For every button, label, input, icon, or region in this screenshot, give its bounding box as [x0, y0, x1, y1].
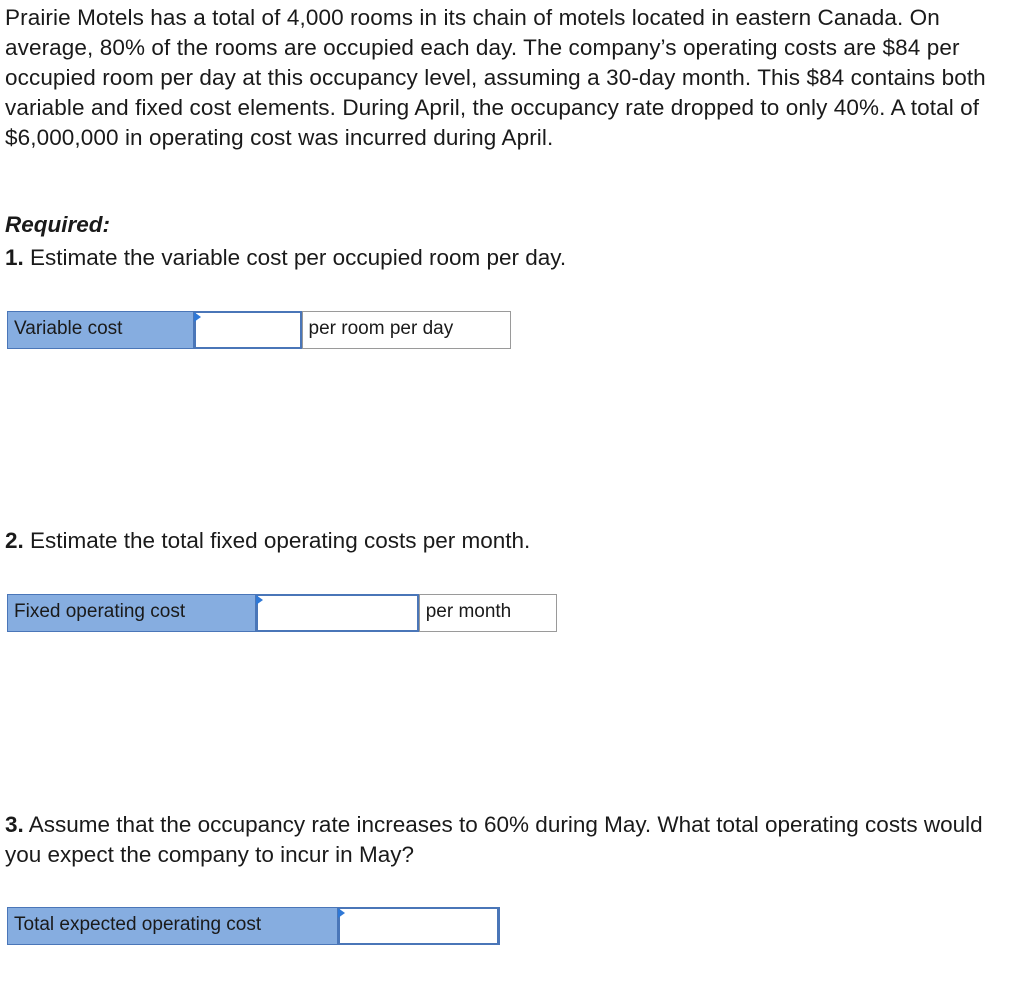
- answer-row-fixed-cost: [7, 594, 557, 632]
- problem-statement: Prairie Motels has a total of 4,000 rooms in its chain of motels located in eastern Canada. On average, 80% of the rooms are occupied each day. The company’s operating costs are $84 per occupied room per day at this occupancy level, assuming a 30-day month. This $84 contains both variable and fixed cost elements. During April, the occupancy rate dropped to only 40%. A total of $6,000,000 in operating cost was incurred during April.: [5, 5, 986, 150]
- required-heading: Required:: [5, 212, 111, 237]
- variable-cost-input[interactable]: [194, 311, 302, 349]
- fixed-cost-input-wrap: [256, 595, 419, 631]
- question-3: [5, 810, 1015, 870]
- fixed-cost-label: Fixed operating cost: [8, 595, 256, 631]
- question-1-number: 1.: [5, 245, 24, 270]
- total-cost-input[interactable]: [338, 907, 499, 945]
- total-cost-label: Total expected operating cost: [8, 908, 338, 944]
- answer-row-variable-cost: [7, 311, 511, 349]
- variable-cost-unit: per room per day: [302, 311, 511, 349]
- variable-cost-label: Variable cost: [8, 312, 194, 348]
- answer-row-total-cost: [7, 907, 500, 945]
- question-1-text: Estimate the variable cost per occupied room per day.: [23, 245, 567, 270]
- question-1: [5, 243, 1015, 273]
- question-3-text: Assume that the occupancy rate increases to 60% during May. What total operating costs would you expect the company to incur in May?: [5, 812, 983, 867]
- answer-flag-icon: [256, 595, 263, 605]
- question-2: [5, 526, 1015, 556]
- answer-flag-icon: [194, 312, 201, 322]
- variable-cost-input-wrap: [194, 312, 302, 348]
- fixed-cost-unit: per month: [419, 594, 557, 632]
- answer-flag-icon: [338, 908, 345, 918]
- total-cost-input-wrap: [338, 908, 499, 944]
- question-2-number: 2.: [5, 528, 24, 553]
- question-3-number: 3.: [5, 812, 24, 837]
- fixed-cost-input[interactable]: [256, 594, 419, 632]
- question-2-text: Estimate the total fixed operating costs per month.: [23, 528, 531, 553]
